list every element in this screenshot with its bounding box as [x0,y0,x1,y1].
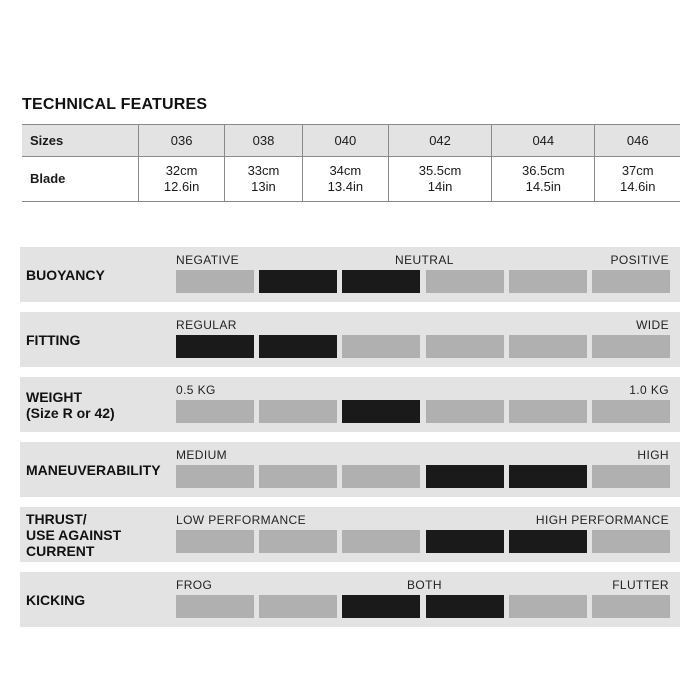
rating-segment-empty [176,400,254,423]
rating-label-line: MANEUVERABILITY [26,461,161,478]
sizes-table [22,124,680,202]
scale-left-label: REGULAR [176,318,237,332]
rating-label-line: USE AGAINST [26,526,122,543]
sizes-row [22,125,680,157]
blade-in: 14.6in [620,179,656,194]
rating-segment-empty [509,595,587,618]
rating-segment-empty [342,465,420,488]
scale-mid-label: NEUTRAL [395,253,454,267]
rating-label [26,572,176,627]
rating-label [26,312,176,367]
blade-cell [492,157,595,202]
scale-right-label: HIGH PERFORMANCE [535,513,669,527]
blade-cell [388,157,491,202]
rating-scale [176,270,669,293]
scale-left-label: NEGATIVE [176,253,239,267]
blade-row-header: Blade [22,157,139,202]
rating-segment-empty [592,465,670,488]
scale-right-label: 1.0 KG [629,383,669,397]
blade-cell [139,157,225,202]
rating-scale [176,465,669,488]
scale-left-label: 0.5 KG [176,383,216,397]
blade-cell [595,157,680,202]
rating-segment-empty [176,530,254,553]
scale-left-label: FROG [176,578,213,592]
rating-segment-empty [176,465,254,488]
rating-segment-empty [259,530,337,553]
blade-in: 14in [427,179,453,194]
size-cell: 040 [302,125,388,157]
blade-cm: 34cm [329,163,362,178]
blade-in: 13.4in [327,179,364,194]
rating-segment-empty [592,595,670,618]
scale-right-label: POSITIVE [610,253,669,267]
rating-label-line: CURRENT [26,542,95,559]
blade-cell [302,157,388,202]
rating-scale [176,530,669,553]
rating-segment-filled [342,400,420,423]
rating-segment-empty [592,400,670,423]
rating-segment-filled [426,530,504,553]
rating-segment-empty [176,270,254,293]
rating-segment-empty [426,270,504,293]
rating-kicking [20,572,680,627]
rating-segment-empty [342,335,420,358]
scale-right-label: WIDE [636,318,669,332]
size-cell: 042 [388,125,491,157]
rating-segment-filled [259,270,337,293]
rating-scale [176,335,669,358]
rating-segment-filled [426,465,504,488]
rating-segment-empty [259,400,337,423]
rating-segment-empty [259,465,337,488]
rating-segment-empty [592,335,670,358]
rating-label-line: WEIGHT [26,388,82,405]
rating-segment-empty [342,530,420,553]
rating-segment-empty [509,335,587,358]
rating-weight [20,377,680,432]
rating-segment-empty [592,530,670,553]
blade-cm: 32cm [165,163,198,178]
scale-right-label: FLUTTER [612,578,669,592]
rating-label-line: THRUST/ [26,510,87,527]
rating-segment-filled [509,530,587,553]
blade-cm: 33cm [247,163,280,178]
rating-label-line: BUOYANCY [26,266,105,283]
rating-label-line: (Size R or 42) [26,404,115,421]
rating-segment-empty [426,335,504,358]
rating-maneuverability [20,442,680,497]
size-cell: 046 [595,125,680,157]
blade-in: 13in [251,179,276,194]
blade-cm: 35.5cm [418,163,462,178]
rating-segment-filled [259,335,337,358]
rating-scale [176,400,669,423]
rating-segment-filled [342,270,420,293]
blade-cell [225,157,303,202]
size-cell: 044 [492,125,595,157]
blade-cm: 37cm [621,163,654,178]
rating-label [26,377,176,432]
blade-cm: 36.5cm [521,163,565,178]
scale-left-label: MEDIUM [176,448,228,462]
scale-mid-label: BOTH [407,578,442,592]
rating-thrust [20,507,680,562]
rating-fitting [20,312,680,367]
sizes-row-header: Sizes [22,125,139,157]
rating-segment-filled [426,595,504,618]
rating-scale [176,595,669,618]
size-cell: 036 [139,125,225,157]
rating-segment-empty [426,400,504,423]
rating-segment-filled [509,465,587,488]
rating-label [26,507,176,562]
blade-row [22,157,680,202]
rating-segment-empty [592,270,670,293]
rating-segment-empty [509,270,587,293]
rating-segment-filled [342,595,420,618]
rating-label [26,442,176,497]
scale-right-label: HIGH [637,448,669,462]
rating-label-line: FITTING [26,331,81,348]
size-cell: 038 [225,125,303,157]
section-title: TECHNICAL FEATURES [22,96,208,113]
rating-segment-empty [176,595,254,618]
scale-left-label: LOW PERFORMANCE [176,513,307,527]
rating-segment-empty [259,595,337,618]
rating-segment-empty [509,400,587,423]
rating-segment-filled [176,335,254,358]
rating-buoyancy [20,247,680,302]
blade-in: 14.5in [525,179,562,194]
rating-label [26,247,176,302]
blade-in: 12.6in [163,179,200,194]
rating-label-line: KICKING [26,591,86,608]
